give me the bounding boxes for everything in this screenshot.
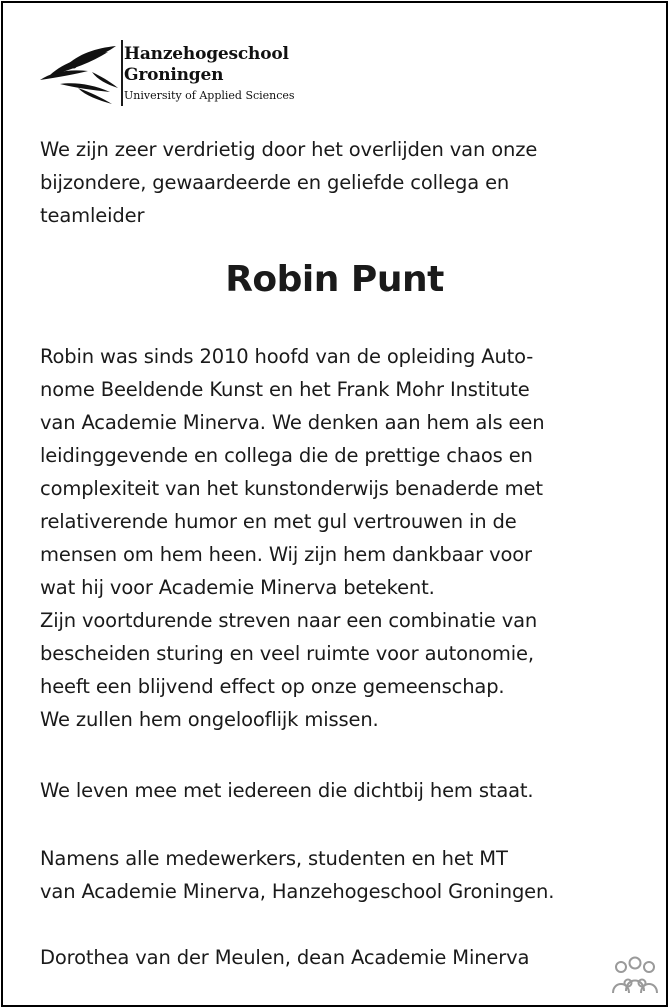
body-line: wat hij voor Academie Minerva betekent. — [40, 576, 435, 599]
sympathy-paragraph — [40, 774, 533, 807]
body-line: We zullen hem ongelooflijk missen. — [40, 708, 379, 731]
body-line: complexiteit van het kunstonderwijs benaderde met — [40, 477, 543, 500]
body-line: Robin was sinds 2010 hoofd van de opleiding Auto- — [40, 345, 534, 368]
body-line: leidinggevende en collega die de prettige chaos en — [40, 444, 533, 467]
body-line: heeft een blijvend effect op onze gemeenschap. — [40, 675, 505, 698]
signoff-paragraph — [40, 842, 554, 908]
deceased-name: Robin Punt — [225, 259, 444, 300]
body-line: bescheiden sturing en veel ruimte voor autonomie, — [40, 642, 534, 665]
signoff-line: Namens alle medewerkers, studenten en het MT — [40, 847, 508, 870]
body-paragraph — [40, 340, 544, 736]
logo-name-line1: Hanzehogeschool — [124, 44, 289, 64]
body-line: relativerende humor en met gul vertrouwen in de — [40, 510, 517, 533]
body-line: van Academie Minerva. We denken aan hem als een — [40, 411, 545, 434]
intro-line: We zijn zeer verdrietig door het overlijden van onze — [40, 138, 538, 161]
signature-line: Dorothea van der Meulen, dean Academie Minerva — [40, 946, 530, 969]
logo-subtitle: University of Applied Sciences — [124, 89, 295, 102]
hanzehogeschool-logo — [38, 38, 338, 112]
intro-paragraph — [40, 133, 537, 232]
body-line: Zijn voortdurende streven naar een combinatie van — [40, 609, 538, 632]
leaf-emblem-icon — [38, 42, 120, 104]
logo-divider — [121, 40, 123, 106]
body-line: nome Beeldende Kunst en het Frank Mohr Institute — [40, 378, 530, 401]
intro-line: teamleider — [40, 204, 145, 227]
intro-line: bijzondere, gewaardeerde en geliefde collega en — [40, 171, 510, 194]
body-line: mensen om hem heen. Wij zijn hem dankbaar voor — [40, 543, 532, 566]
people-group-icon — [611, 953, 659, 999]
sympathy-line: We leven mee met iedereen die dichtbij hem staat. — [40, 779, 534, 802]
signoff-line: van Academie Minerva, Hanzehogeschool Groningen. — [40, 880, 555, 903]
signature-paragraph — [40, 941, 529, 974]
logo-name-line2: Groningen — [124, 65, 224, 85]
